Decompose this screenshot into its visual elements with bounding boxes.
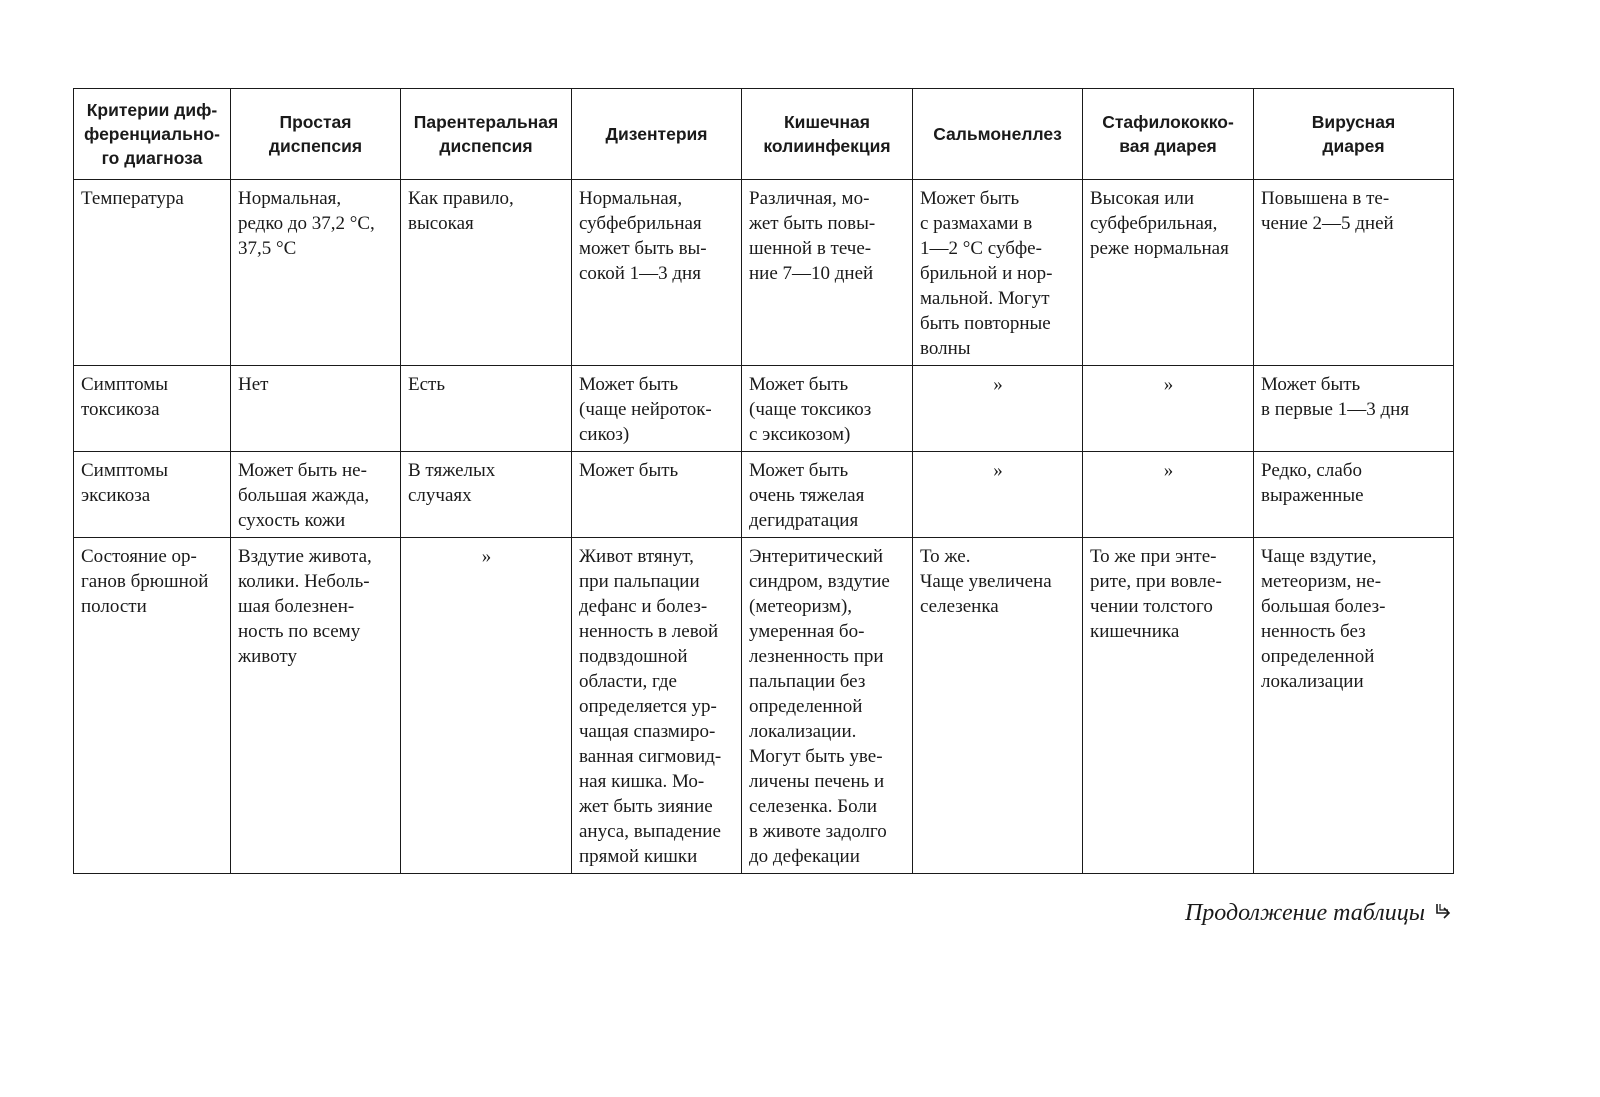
table-row xyxy=(74,180,1454,366)
table-cell: Может быть не- большая жажда, сухость кожи xyxy=(231,452,401,538)
table-cell: Повышена в те- чение 2—5 дней xyxy=(1254,180,1454,366)
table-cell: Симптомы эксикоза xyxy=(74,452,231,538)
table-cell: Как правило, высокая xyxy=(401,180,572,366)
table-cell: Состояние ор- ганов брюшной полости xyxy=(74,538,231,874)
table-cell: Нормальная, субфебрильная может быть вы- сокой 1—3 дня xyxy=(572,180,742,366)
table-cell-ditto: » xyxy=(1083,366,1254,452)
table-cell: Может быть в первые 1—3 дня xyxy=(1254,366,1454,452)
table-cell: Нет xyxy=(231,366,401,452)
table-cell: Редко, слабо выраженные xyxy=(1254,452,1454,538)
table-cell: Температура xyxy=(74,180,231,366)
table-cell: Симптомы токсикоза xyxy=(74,366,231,452)
table-cell: Высокая или субфебрильная, реже нормальная xyxy=(1083,180,1254,366)
table-continuation-note xyxy=(1185,898,1453,928)
header-salmonellosis: Сальмонеллез xyxy=(913,89,1083,180)
table-cell: Живот втянут, при пальпации дефанс и болез- ненность в левой подвздошной области, где определяется ур- чащая спазмиро- ванная сигмовид- ная кишка. Мо- жет быть зияние ануса, выпадение прямой кишки xyxy=(572,538,742,874)
header-coli-infection: Кишечная колиинфекция xyxy=(742,89,913,180)
table-cell: Энтеритический синдром, вздутие (метеоризм), умеренная бо- лезненность при пальпации без определенной локализации. Могут быть уве- личены печень и селезенка. Боли в животе задолго до дефекации xyxy=(742,538,913,874)
header-viral-diarrhea: Вирусная диарея xyxy=(1254,89,1454,180)
table-cell: То же. Чаще увеличена селезенка xyxy=(913,538,1083,874)
table-cell: Чаще вздутие, метеоризм, не- большая болез- ненность без определенной локализации xyxy=(1254,538,1454,874)
table-cell: Может быть с размахами в 1—2 °С субфе- брильной и нор- мальной. Могут быть повторные волны xyxy=(913,180,1083,366)
differential-diagnosis-table xyxy=(73,88,1454,874)
table-cell: Различная, мо- жет быть повы- шенной в тече- ние 7—10 дней xyxy=(742,180,913,366)
table-cell: То же при энте- рите, при вовле- чении толстого кишечника xyxy=(1083,538,1254,874)
table-cell-ditto: » xyxy=(913,452,1083,538)
turn-down-arrow-icon xyxy=(1433,902,1453,924)
header-parenteral-dyspepsia: Парентеральная диспепсия xyxy=(401,89,572,180)
header-dysentery: Дизентерия xyxy=(572,89,742,180)
table-cell: Нормальная, редко до 37,2 °С, 37,5 °С xyxy=(231,180,401,366)
table-cell-ditto: » xyxy=(1083,452,1254,538)
table-cell-ditto: » xyxy=(401,538,572,874)
header-staphylococcal-diarrhea: Стафилококко- вая диарея xyxy=(1083,89,1254,180)
table-cell: Может быть (чаще токсикоз с эксикозом) xyxy=(742,366,913,452)
table-cell: Есть xyxy=(401,366,572,452)
table-row xyxy=(74,366,1454,452)
continuation-text: Продолжение таблицы xyxy=(1184,900,1425,926)
table-header-row xyxy=(74,89,1454,180)
table-row xyxy=(74,538,1454,874)
table-row xyxy=(74,452,1454,538)
table-cell: Вздутие живота, колики. Неболь- шая болезнен- ность по всему животу xyxy=(231,538,401,874)
table-cell: Может быть очень тяжелая дегидратация xyxy=(742,452,913,538)
header-criteria: Критерии диф- ференциально- го диагноза xyxy=(74,89,231,180)
header-simple-dyspepsia: Простая диспепсия xyxy=(231,89,401,180)
table-cell: Может быть (чаще нейроток- сикоз) xyxy=(572,366,742,452)
table-cell-ditto: » xyxy=(913,366,1083,452)
table-cell: В тяжелых случаях xyxy=(401,452,572,538)
table-cell: Может быть xyxy=(572,452,742,538)
